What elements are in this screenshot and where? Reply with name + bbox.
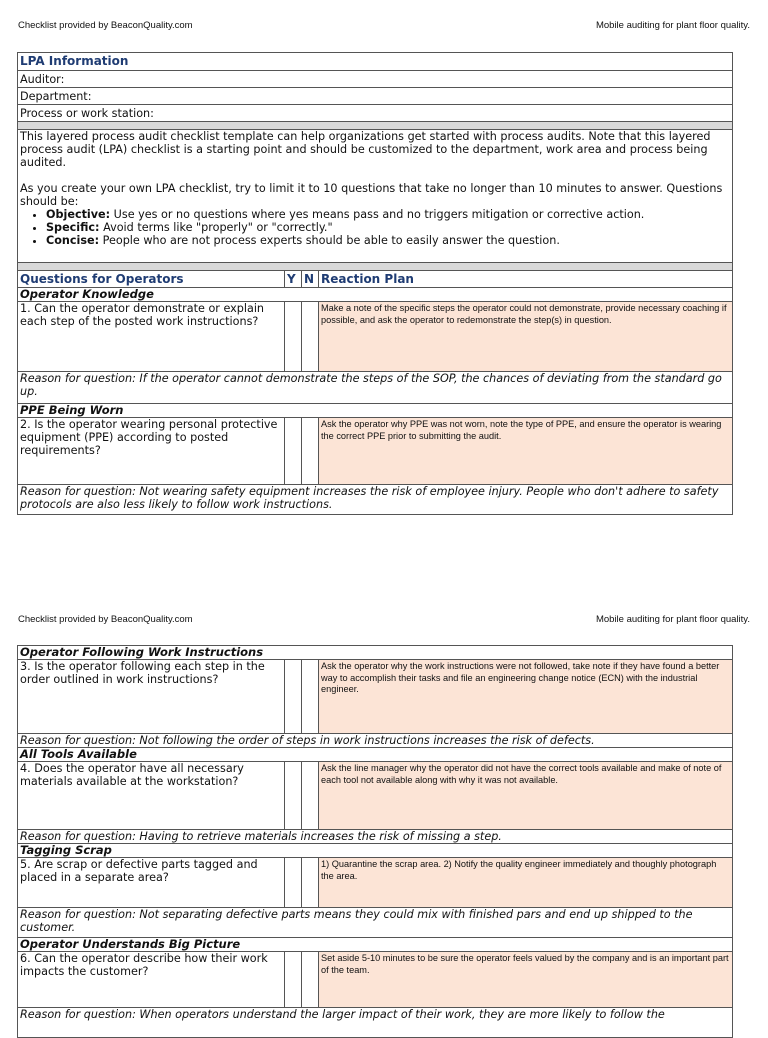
divider xyxy=(18,122,733,130)
reaction-plan: Set aside 5-10 minutes to be sure the operator feels valued by the company and is an important part of the team. xyxy=(319,952,733,1008)
reason-text: Reason for question: Having to retrieve materials increases the risk of missing a step. xyxy=(18,830,733,844)
reaction-plan: Ask the operator why PPE was not worn, note the type of PPE, and ensure the operator is wearing the correct PPE prior to submitting the audit. xyxy=(319,418,733,485)
reason-text: Reason for question: Not following the order of steps in work instructions increases the risk of defects. xyxy=(18,734,733,748)
department-field[interactable]: Department: xyxy=(18,88,733,105)
reaction-plan: Make a note of the specific steps the operator could not demonstrate, provide necessary coaching if possible, and ask the operator to redemonstrate the step(s) in question. xyxy=(319,302,733,372)
yes-cell[interactable] xyxy=(285,858,302,908)
reason-text: Reason for question: When operators understand the larger impact of their work, they are more likely to follow the xyxy=(18,1008,733,1038)
question-text: 5. Are scrap or defective parts tagged and placed in a separate area? xyxy=(18,858,285,908)
intro-text xyxy=(18,130,733,263)
header-right: Mobile auditing for plant floor quality. xyxy=(595,614,750,625)
question-text: 4. Does the operator have all necessary materials available at the workstation? xyxy=(18,762,285,830)
lpa-table-page-2 xyxy=(17,645,733,1038)
question-text: 2. Is the operator wearing personal protective equipment (PPE) according to posted requirements? xyxy=(18,418,285,485)
questions-header: Questions for Operators xyxy=(18,271,285,288)
lpa-title: LPA Information xyxy=(18,53,733,71)
question-text: 3. Is the operator following each step in the order outlined in work instructions? xyxy=(18,660,285,734)
reaction-plan: 1) Quarantine the scrap area. 2) Notify the quality engineer immediately and thoughly photograph the area. xyxy=(319,858,733,908)
section-title: Tagging Scrap xyxy=(18,844,733,858)
yes-cell[interactable] xyxy=(285,762,302,830)
section-title: Operator Knowledge xyxy=(18,288,733,302)
yes-cell[interactable] xyxy=(285,660,302,734)
no-cell[interactable] xyxy=(302,302,319,372)
question-text: 1. Can the operator demonstrate or explain each step of the posted work instructions? xyxy=(18,302,285,372)
lpa-table-page-1 xyxy=(17,52,733,515)
auditor-field[interactable]: Auditor: xyxy=(18,71,733,88)
reason-text: Reason for question: Not separating defective parts means they could mix with finished pars and end up shipped to the customer. xyxy=(18,908,733,938)
bullet-objective: • Objective: Use yes or no questions where yes means pass and no triggers mitigation or corrective action. xyxy=(46,208,730,221)
no-cell[interactable] xyxy=(302,858,319,908)
header-right: Mobile auditing for plant floor quality. xyxy=(595,20,750,31)
no-cell[interactable] xyxy=(302,418,319,485)
reaction-plan: Ask the operator why the work instructions were not followed, take note if they have found a better way to accomplish their tasks and file an engineering change notice (ECN) with the industrial engineer. xyxy=(319,660,733,734)
no-header: N xyxy=(302,271,319,288)
no-cell[interactable] xyxy=(302,952,319,1008)
section-title: Operator Understands Big Picture xyxy=(18,938,733,952)
reaction-header: Reaction Plan xyxy=(319,271,733,288)
yes-cell[interactable] xyxy=(285,952,302,1008)
reason-text: Reason for question: If the operator cannot demonstrate the steps of the SOP, the chances of deviating from the standard go up. xyxy=(18,372,733,404)
bullet-concise: • Concise: People who are not process experts should be able to easily answer the question. xyxy=(46,234,730,247)
section-title: PPE Being Worn xyxy=(18,404,733,418)
question-text: 6. Can the operator describe how their work impacts the customer? xyxy=(18,952,285,1008)
divider xyxy=(18,263,733,271)
bullet-specific: • Specific: Avoid terms like "properly" or "correctly." xyxy=(46,221,730,234)
yes-cell[interactable] xyxy=(285,302,302,372)
intro-paragraph-1: This layered process audit checklist template can help organizations get started with process audits. Note that this layered process audit (LPA) checklist is a starting point and should be customized to the department, work area and process being audited. xyxy=(20,130,711,169)
intro-bullets xyxy=(20,208,730,247)
reaction-plan: Ask the line manager why the operator did not have the correct tools available and make of note of each tool not available along with why it was not available. xyxy=(319,762,733,830)
section-title: Operator Following Work Instructions xyxy=(18,646,733,660)
header-left: Checklist provided by BeaconQuality.com xyxy=(18,614,193,625)
section-title: All Tools Available xyxy=(18,748,733,762)
yes-header: Y xyxy=(285,271,302,288)
reason-text: Reason for question: Not wearing safety equipment increases the risk of employee injury. People who don't adhere to safety protocols are also less likely to follow work instructions. xyxy=(18,485,733,515)
no-cell[interactable] xyxy=(302,762,319,830)
intro-paragraph-2: As you create your own LPA checklist, try to limit it to 10 questions that take no longer than 10 minutes to answer. Questions should be: xyxy=(20,182,723,208)
no-cell[interactable] xyxy=(302,660,319,734)
workstation-field[interactable]: Process or work station: xyxy=(18,105,733,122)
header-left: Checklist provided by BeaconQuality.com xyxy=(18,20,193,31)
yes-cell[interactable] xyxy=(285,418,302,485)
